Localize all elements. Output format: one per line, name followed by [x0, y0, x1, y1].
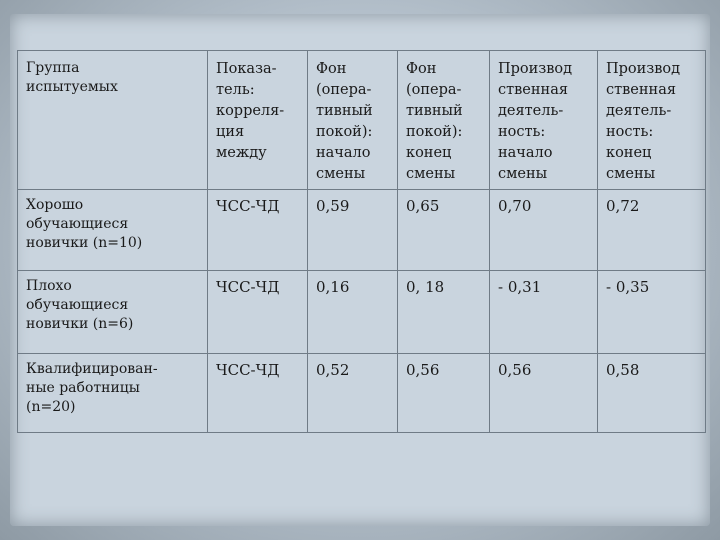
table-header-row: [18, 51, 706, 190]
table-cell: 0,65: [398, 190, 490, 271]
table-cell: 0, 18: [398, 271, 490, 354]
header-cell: Производ ственная деятель- ность: конец смены: [598, 51, 706, 190]
table-cell: ЧСС-ЧД: [208, 271, 308, 354]
table-cell: 0,52: [308, 354, 398, 433]
header-cell: Фон (опера- тивный покой): начало смены: [308, 51, 398, 190]
table-cell: 0,59: [308, 190, 398, 271]
table-cell: Квалифицирован- ные работницы (n=20): [18, 354, 208, 433]
correlation-table: [17, 50, 706, 433]
table-row: [18, 190, 706, 271]
table-cell: 0,56: [398, 354, 490, 433]
header-cell: Производ ственная деятель- ность: начало смены: [490, 51, 598, 190]
header-cell: Фон (опера- тивный покой): конец смены: [398, 51, 490, 190]
table-cell: 0,16: [308, 271, 398, 354]
table-cell: Хорошо обучающиеся новички (n=10): [18, 190, 208, 271]
table-row: [18, 354, 706, 433]
table-cell: ЧСС-ЧД: [208, 190, 308, 271]
table-cell: Плохо обучающиеся новички (n=6): [18, 271, 208, 354]
table-cell: 0,70: [490, 190, 598, 271]
table-cell: 0,56: [490, 354, 598, 433]
table-cell: 0,58: [598, 354, 706, 433]
table-cell: - 0,35: [598, 271, 706, 354]
header-cell: Показа- тель: корреля- ция между: [208, 51, 308, 190]
table-cell: 0,72: [598, 190, 706, 271]
header-cell: Группа испытуемых: [18, 51, 208, 190]
table-cell: ЧСС-ЧД: [208, 354, 308, 433]
table-cell: - 0,31: [490, 271, 598, 354]
table-row: [18, 271, 706, 354]
